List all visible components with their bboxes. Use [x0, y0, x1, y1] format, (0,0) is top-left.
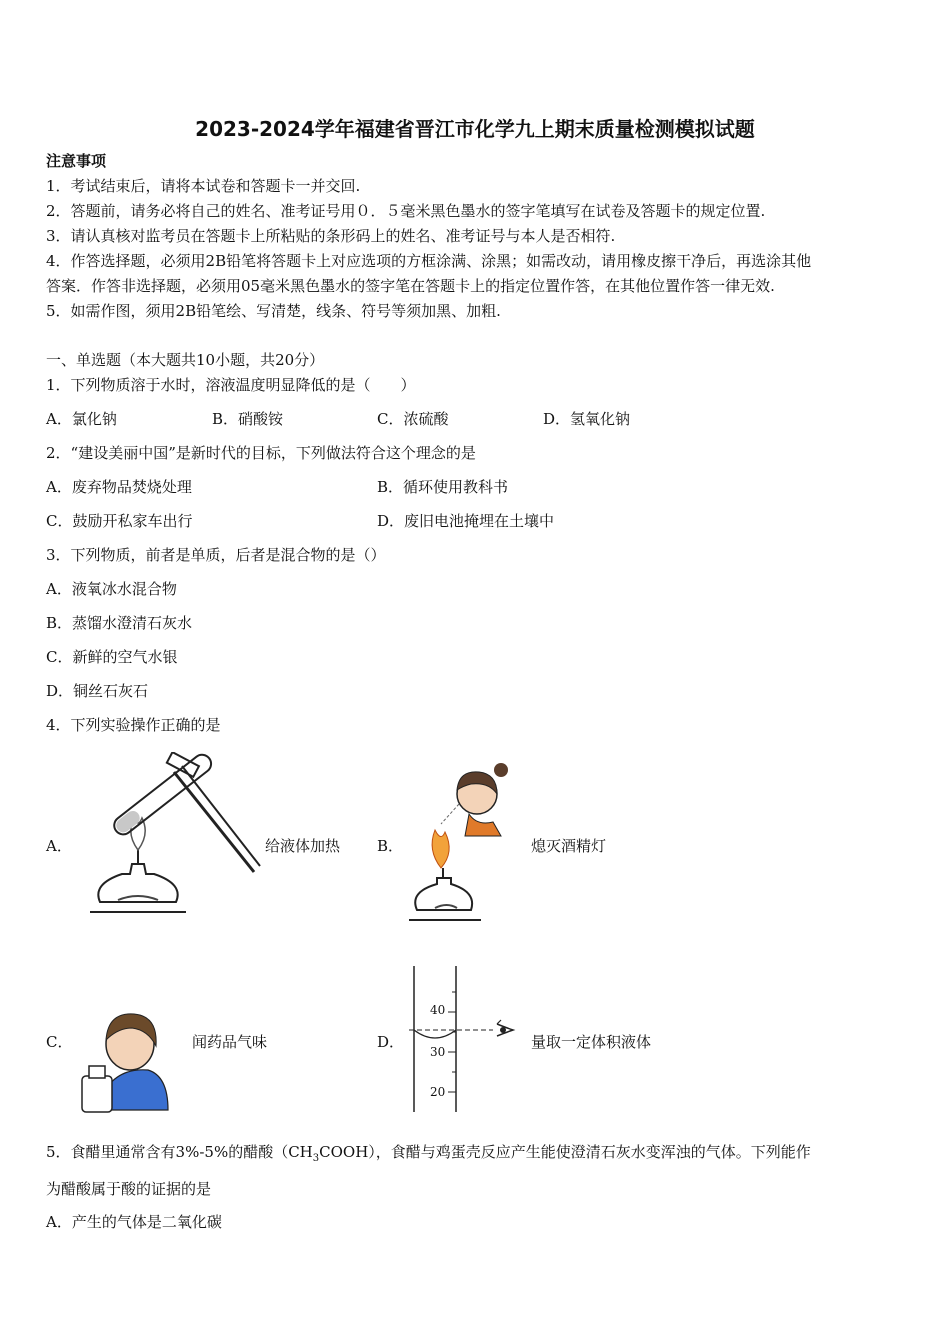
- notice-item: 3．请认真核对监考员在答题卡上所粘贴的条形码上的姓名、准考证号与本人是否相符.: [46, 227, 616, 245]
- q5-stem-post: COOH），食醋与鸡蛋壳反应产生能使澄清石灰水变浑浊的气体。下列能作: [319, 1143, 811, 1161]
- q4-caption-c: 闻药品气味: [192, 1033, 268, 1051]
- notice-item: 答案．作答非选择题，必须用05毫米黑色墨水的签字笔在答题卡上的指定位置作答，在其他位置作答一律无效.: [46, 277, 775, 295]
- heating-liquid-figure: [82, 752, 262, 922]
- notice-item: 2．答题前，请务必将自己的姓名、准考证号用０．５毫米黑色墨水的签字笔填写在试卷及答题卡的规定位置.: [46, 202, 766, 220]
- q4-letter-b: B．: [377, 837, 404, 855]
- q2-option-d: D．废旧电池掩埋在土壤中: [377, 512, 555, 530]
- q1-option-b: B．硝酸铵: [212, 410, 284, 428]
- notice-item: 5．如需作图，须用2B铅笔绘、写清楚，线条、符号等须加黑、加粗.: [46, 302, 501, 320]
- q4-letter-c: C．: [46, 1033, 73, 1051]
- q3-option-b: B．蒸馏水澄清石灰水: [46, 614, 193, 632]
- page-title: 2023-2024学年福建省晋江市化学九上期末质量检测模拟试题: [195, 117, 755, 141]
- q5-option-a: A．产生的气体是二氧化碳: [46, 1213, 222, 1231]
- q2-option-b: B．循环使用教科书: [377, 478, 509, 496]
- q2-stem: 2．“建设美丽中国”是新时代的目标，下列做法符合这个理念的是: [46, 444, 476, 462]
- q2-option-a: A．废弃物品焚烧处理: [46, 478, 192, 496]
- q4-stem: 4．下列实验操作正确的是: [46, 716, 221, 734]
- cylinder-tick-30: 30: [430, 1045, 446, 1059]
- graduated-cylinder-figure: [405, 962, 525, 1114]
- q4-caption-d: 量取一定体积液体: [531, 1033, 652, 1051]
- notice-heading: 注意事项: [46, 152, 107, 170]
- q1-option-a: A．氯化钠: [46, 410, 117, 428]
- q5-stem-line1: [46, 1142, 811, 1169]
- notice-item: 1．考试结束后，请将本试卷和答题卡一并交回.: [46, 177, 361, 195]
- q4-letter-a: A．: [46, 837, 72, 855]
- q3-stem: 3．下列物质，前者是单质，后者是混合物的是（）: [46, 546, 386, 564]
- cylinder-tick-20: 20: [430, 1085, 446, 1099]
- q2-option-c: C．鼓励开私家车出行: [46, 512, 193, 530]
- q5-stem-line2: 为醋酸属于酸的证据的是: [46, 1180, 212, 1198]
- notice-item: 4．作答选择题，必须用2B铅笔将答题卡上对应选项的方框涂满、涂黑；如需改动，请用橡皮擦干净后，再选涂其他: [46, 252, 812, 270]
- q1-stem: 1．下列物质溶于水时，溶液温度明显降低的是（ ）: [46, 376, 416, 394]
- q4-caption-a: 给液体加热: [265, 837, 341, 855]
- extinguish-lamp-figure: [405, 760, 525, 925]
- q4-caption-b: 熄灭酒精灯: [531, 837, 607, 855]
- q3-option-c: C．新鲜的空气水银: [46, 648, 178, 666]
- section-heading: 一、单选题（本大题共10小题，共20分）: [46, 351, 325, 369]
- q3-option-a: A．液氧冰水混合物: [46, 580, 177, 598]
- cylinder-tick-40: 40: [430, 1003, 446, 1017]
- smell-chemical-figure: [78, 1004, 178, 1116]
- q1-option-c: C．浓硫酸: [377, 410, 449, 428]
- q4-letter-d: D．: [377, 1033, 405, 1051]
- q3-option-d: D．铜丝石灰石: [46, 682, 149, 700]
- q5-stem-pre: 5．食醋里通常含有3%-5%的醋酸（CH: [46, 1143, 313, 1161]
- q5-stem-sub: 3: [312, 1153, 320, 1164]
- q1-option-d: D．氢氧化钠: [543, 410, 631, 428]
